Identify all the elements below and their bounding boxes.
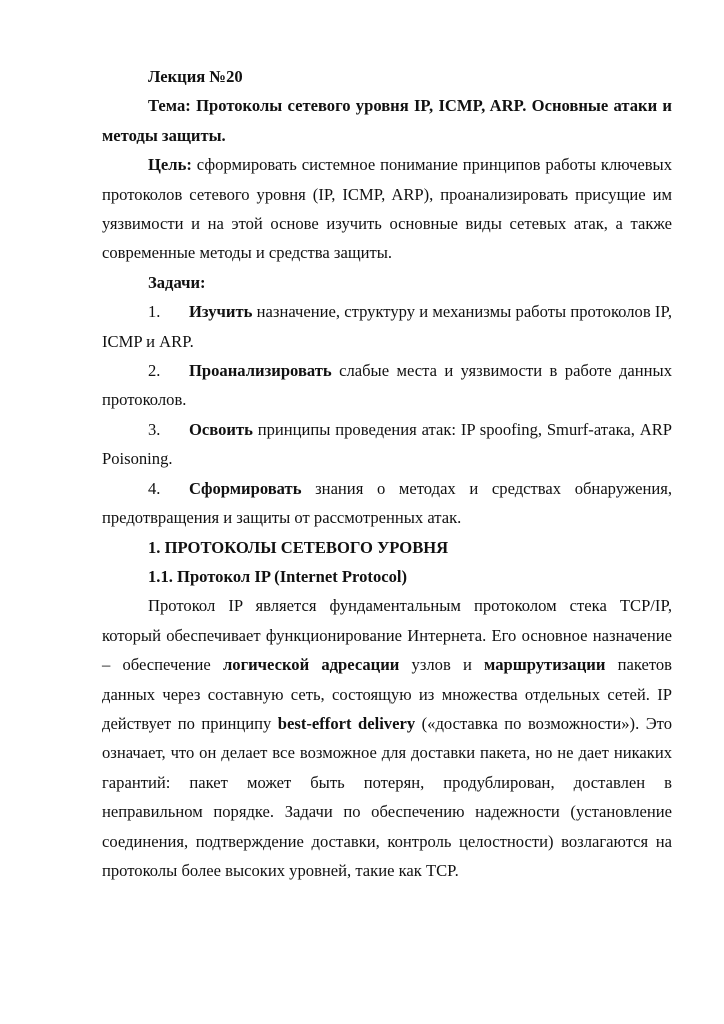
section-heading: 1. ПРОТОКОЛЫ СЕТЕВОГО УРОВНЯ: [148, 537, 449, 557]
task-number: 3.: [148, 419, 161, 439]
goal-label: Цель:: [148, 155, 192, 175]
task-verb: Проанализировать: [189, 361, 332, 381]
task-number: 4.: [148, 478, 161, 498]
task-text: знания о методах и средствах обнаружения, предотвращения и защиты от рассмотренных атак.: [102, 478, 672, 528]
lecture-topic: [102, 91, 672, 150]
task-verb: Сформировать: [189, 478, 302, 498]
goal-text: сформировать системное понимание принципов работы ключевых протоколов сетевого уровня (IP, ICMP, ARP), проанализировать присущие им уязвимости и на этой основе изучить основные виды сетевых атак, а также современные методы и средства защиты.: [102, 155, 672, 263]
lecture-number: Лекция №20: [148, 67, 243, 86]
task-verb: Изучить: [189, 302, 253, 322]
document-body: [102, 62, 672, 885]
task-item: [102, 356, 672, 415]
task-item: [102, 297, 672, 356]
task-number: 2.: [148, 361, 161, 381]
topic-label: Тема:: [148, 96, 191, 116]
task-text: назначение, структуру и механизмы работы протоколов IP, ICMP и ARP.: [102, 302, 672, 351]
body-paragraph: Протокол IP является фундаментальным протоколом стека TCP/IP, который обеспечивает функционирование Интернета. Его основное назначение – обеспечение логической адресации узлов и маршрутизации пакетов данных через составную сеть, состоящую из множества отдельных сетей. IP действует по принципу best-effort delivery («доставка по возможности»). Это означает, что он делает все возможное для доставки пакета, но не дает никаких гарантий: пакет может быть потерян, продублирован, доставлен в неправильном порядке. Задачи по обеспечению надежности (установление соединения, подтверждение доставки, контроль целостности) возлагаются на протоколы более высоких уровней, такие как TCP.: [102, 596, 672, 880]
goal-paragraph: [102, 150, 672, 268]
topic-text: Протоколы сетевого уровня IP, ICMP, ARP. Основные атаки и методы защиты.: [102, 96, 672, 145]
task-item: [102, 415, 672, 474]
task-number: 1.: [148, 302, 161, 322]
task-text: слабые места и уязвимости в работе данных протоколов.: [102, 361, 672, 410]
task-verb: Освоить: [189, 419, 253, 439]
task-text: принципы проведения атак: IP spoofing, Smurf-атака, ARP Poisoning.: [102, 419, 672, 469]
task-item: [102, 474, 672, 533]
tasks-heading: Задачи:: [148, 272, 206, 292]
subsection-heading: 1.1. Протокол IP (Internet Protocol): [148, 566, 408, 586]
